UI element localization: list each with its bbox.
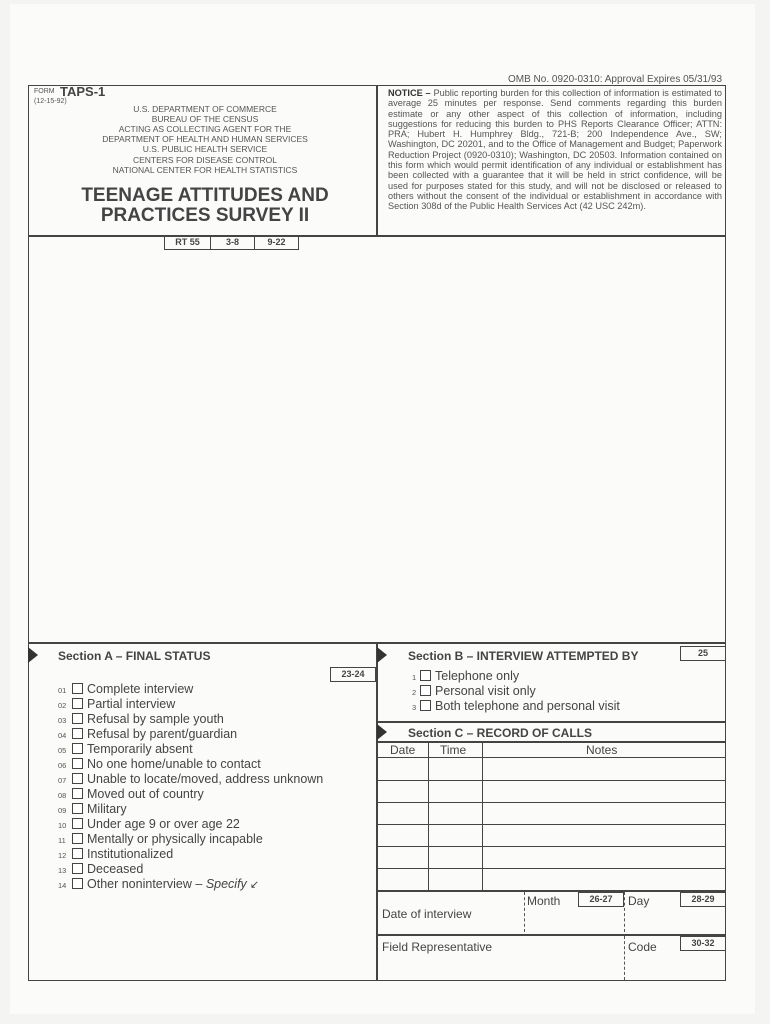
code-field[interactable] [624,936,625,980]
option-number: 09 [58,806,67,815]
section-c-title: Section C – RECORD OF CALLS [408,726,593,740]
agency-block-a [90,104,320,154]
specify-arrow-icon: ↙ [246,879,260,891]
notice-text [388,88,722,212]
option-both[interactable] [412,699,620,714]
option-institutionalized[interactable] [58,847,173,862]
option-number: 3 [412,703,417,712]
survey-title [60,186,350,226]
option-label: Refusal by parent/guardian [87,727,238,741]
section-b-code: 25 [680,646,726,661]
option-number: 03 [58,716,67,725]
option-label: Under age 9 or over age 22 [87,817,240,831]
code-label: Code [628,940,657,954]
header-divider [376,85,378,237]
column-time: Time [440,743,467,757]
section-a-code: 23-24 [330,667,376,682]
checkbox[interactable] [72,863,83,874]
checkbox[interactable] [72,683,83,694]
code-code: 30-32 [680,936,726,951]
sections-divider [376,642,378,981]
option-label: Partial interview [87,697,176,711]
calls-col-rule [428,741,429,890]
checkbox[interactable] [420,685,431,696]
option-label: Other noninterview – [87,877,206,891]
field-representative-label: Field Representative [382,940,493,954]
calls-col-rule [482,741,483,890]
checkbox[interactable] [72,818,83,829]
specify-label: Specify [205,877,247,891]
option-moved-out[interactable] [58,787,204,802]
option-partial-interview[interactable] [58,697,175,712]
option-number: 02 [58,701,67,710]
option-number: 2 [412,688,417,697]
option-temporarily-absent[interactable] [58,742,193,757]
option-label: Unable to locate/moved, address unknown [87,772,324,786]
option-label: Temporarily absent [87,742,193,756]
month-field[interactable] [524,892,525,932]
option-no-one-home[interactable] [58,757,261,772]
option-label: Moved out of country [87,787,204,801]
option-number: 07 [58,776,67,785]
section-b-arrow-icon [377,647,387,663]
option-label: Institutionalized [87,847,174,861]
survey-title-line1: TEENAGE ATTITUDES AND [81,185,329,206]
option-refusal-parent[interactable] [58,727,237,742]
form-date: (12-15-92) [34,98,67,105]
option-unable-to-locate[interactable] [58,772,323,787]
agency-line: DEPARTMENT OF HEALTH AND HUMAN SERVICES [102,134,308,144]
option-label: Mentally or physically incapable [87,832,263,846]
day-label: Day [628,894,650,908]
checkbox[interactable] [72,743,83,754]
checkbox[interactable] [72,803,83,814]
option-label: Both telephone and personal visit [435,699,620,713]
option-incapable[interactable] [58,832,263,847]
option-number: 11 [58,836,66,845]
option-number: 01 [58,686,67,695]
record-code-range-2: 9-22 [254,235,299,250]
section-c-arrow-icon [377,724,387,740]
option-number: 1 [412,673,417,682]
option-number: 13 [58,866,67,875]
option-number: 05 [58,746,67,755]
calls-bottom-rule [376,890,726,892]
option-label: No one home/unable to contact [87,757,261,771]
column-date: Date [390,743,416,757]
agency-line: BUREAU OF THE CENSUS [151,114,259,124]
omb-approval: OMB No. 0920-0310: Approval Expires 05/31/93 [508,74,723,85]
checkbox[interactable] [72,758,83,769]
agency-block-b [90,155,320,175]
option-number: 08 [58,791,67,800]
agency-line: ACTING AS COLLECTING AGENT FOR THE [118,124,292,134]
option-number: 12 [58,851,67,860]
checkbox[interactable] [420,700,431,711]
section-a-title: Section A – FINAL STATUS [58,649,211,663]
checkbox[interactable] [72,728,83,739]
agency-line: NATIONAL CENTER FOR HEALTH STATISTICS [112,165,298,175]
checkbox[interactable] [72,788,83,799]
option-refusal-youth[interactable] [58,712,224,727]
interview-rule [376,934,726,936]
section-a-arrow-icon [28,647,38,663]
option-military[interactable] [58,802,127,817]
column-notes: Notes [586,743,618,757]
option-label: Personal visit only [435,684,536,698]
option-complete-interview[interactable] [58,682,193,697]
option-age[interactable] [58,817,240,832]
option-telephone-only[interactable] [412,669,519,684]
month-label: Month [527,894,561,908]
record-code-rt: RT 55 [164,235,211,250]
form-number: TAPS-1 [60,84,106,99]
option-number: 04 [58,731,67,740]
header-bottom-rule [28,235,726,237]
survey-title-line2: PRACTICES SURVEY II [100,205,310,226]
day-field[interactable] [624,892,625,932]
form-label: FORM [34,88,55,95]
checkbox[interactable] [72,773,83,784]
day-code: 28-29 [680,892,726,907]
option-other-noninterview[interactable] [58,877,259,892]
record-code-range-1: 3-8 [210,235,255,250]
agency-line: U.S. DEPARTMENT OF COMMERCE [133,104,277,114]
month-code: 26-27 [578,892,624,907]
section-b-title: Section B – INTERVIEW ATTEMPTED BY [408,649,639,663]
option-number: 10 [58,821,67,830]
option-label: Complete interview [87,682,194,696]
section-c-top-rule [376,721,726,723]
checkbox[interactable] [72,878,83,889]
checkbox[interactable] [72,848,83,859]
agency-line: CENTERS FOR DISEASE CONTROL [132,155,278,165]
checkbox[interactable] [420,670,431,681]
agency-line: U.S. PUBLIC HEALTH SERVICE [142,144,268,154]
option-label: Telephone only [435,669,520,683]
date-of-interview-label: Date of interview [382,907,472,921]
option-label: Refusal by sample youth [87,712,224,726]
option-number: 06 [58,761,67,770]
checkbox[interactable] [72,698,83,709]
option-number: 14 [58,881,67,890]
option-label: Deceased [87,862,144,876]
option-personal-visit-only[interactable] [412,684,536,699]
option-deceased[interactable] [58,862,143,877]
notice-body: Public reporting burden for this collection of information is estimated to average 25 minutes per response. Send comments regarding this burden estimate or any other aspect of this collection of information, including suggestions for reducing this burden to PHS Reports Clearance Officer; ATTN: PRA; Hubert H. Humphrey Bldg., 721-B; 200 Independence Ave., SW; Washington, DC 20201, and to the Office of Management and Budget; Paperwork Reduction Project (0920-0310); Washington, DC 20503. Information contained on this form which would permit identification of any individual or establishment has been collected with a guarantee that it will be held in strict confidence, will be used for purposes stated for this study, and will not be disclosed or released to others without the consent of the individual or establishment in accordance with Section 308d of the Public Health Services Act (42 USC 242m). [388,88,722,212]
checkbox[interactable] [72,833,83,844]
notice-heading: NOTICE – [388,88,431,98]
checkbox[interactable] [72,713,83,724]
option-label: Military [87,802,127,816]
